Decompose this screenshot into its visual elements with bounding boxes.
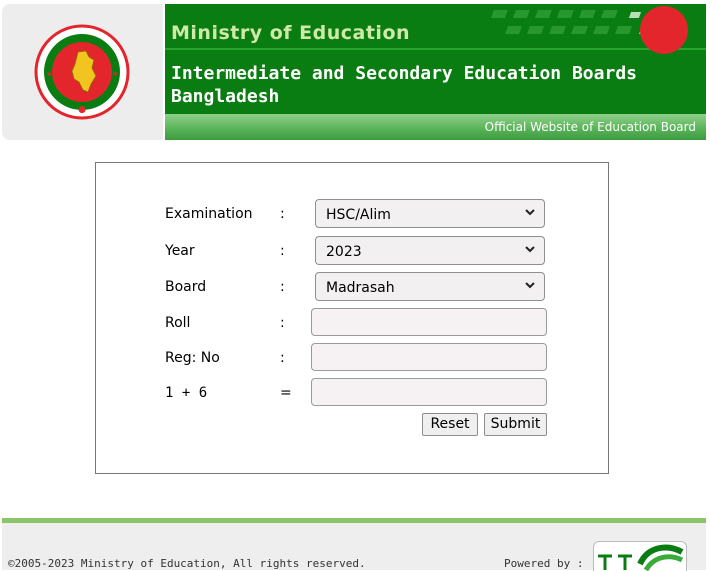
header-banner	[165, 4, 706, 114]
official-site-bar	[165, 114, 706, 140]
roll-label: Roll	[165, 315, 191, 331]
captcha-question: 1 + 6	[165, 385, 208, 401]
examination-select[interactable]	[315, 199, 545, 228]
submit-button[interactable]: Submit	[484, 413, 547, 436]
result-search-form	[95, 162, 609, 474]
year-label: Year	[165, 243, 195, 259]
year-row	[165, 236, 555, 266]
reg-no-label: Reg: No	[165, 350, 220, 366]
year-selected-value: 2023	[326, 244, 362, 260]
roll-row	[165, 308, 555, 338]
examination-selected-value: HSC/Alim	[326, 207, 391, 223]
board-colon: :	[280, 279, 285, 295]
svg-text:★: ★	[46, 70, 53, 78]
chevron-down-icon	[524, 279, 536, 291]
reg-no-input[interactable]	[311, 343, 547, 371]
svg-text:●: ●	[78, 105, 86, 115]
board-row	[165, 272, 555, 302]
svg-text:★: ★	[112, 70, 119, 78]
chevron-down-icon	[524, 206, 536, 218]
examination-colon: :	[280, 206, 285, 222]
board-selected-value: Madrasah	[326, 280, 395, 296]
captcha-input[interactable]	[311, 378, 547, 406]
captcha-equals: =	[280, 385, 292, 401]
reset-button[interactable]: Reset	[422, 413, 478, 436]
copyright-text: ©2005-2023 Ministry of Education, All rights reserved.	[8, 557, 366, 570]
official-site-text: Official Website of Education Board	[484, 120, 696, 134]
teletalk-logo-graphic	[594, 542, 686, 571]
powered-by-text: Powered by :	[504, 557, 584, 570]
reg-no-colon: :	[280, 350, 285, 366]
site-footer	[2, 523, 706, 570]
reg-no-row	[165, 343, 555, 373]
teletalk-logo-icon[interactable]	[593, 541, 687, 571]
ministry-title: Ministry of Education	[171, 22, 411, 44]
bangladesh-flag-icon	[476, 4, 706, 54]
chevron-down-icon	[524, 243, 536, 255]
board-label: Board	[165, 279, 207, 295]
government-seal-icon	[34, 24, 130, 120]
examination-label: Examination	[165, 206, 253, 222]
roll-colon: :	[280, 315, 285, 331]
board-select[interactable]	[315, 272, 545, 301]
year-colon: :	[280, 243, 285, 259]
examination-row	[165, 199, 555, 229]
logo-area	[2, 4, 163, 140]
boards-title: Intermediate and Secondary Education Boards Bangladesh	[171, 63, 637, 107]
captcha-row	[165, 378, 555, 408]
site-header	[2, 4, 706, 140]
year-select[interactable]	[315, 236, 545, 265]
roll-input[interactable]	[311, 308, 547, 336]
